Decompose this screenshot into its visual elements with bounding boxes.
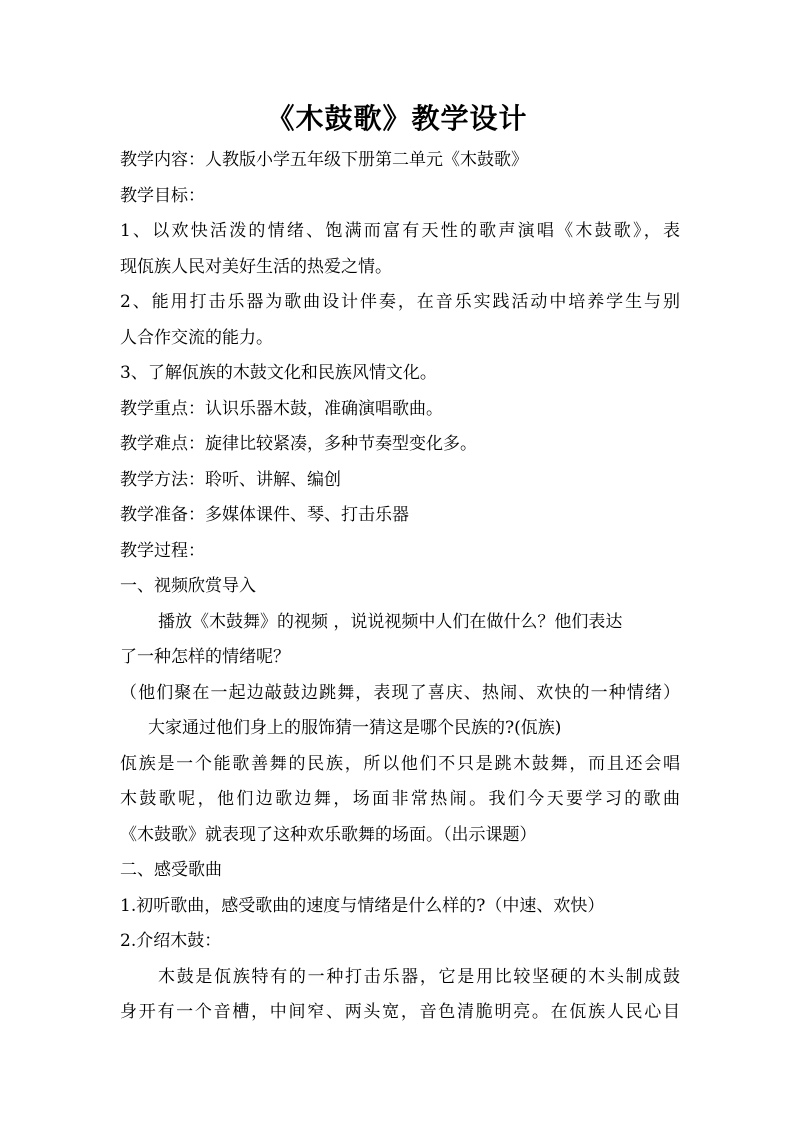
mugu-description-line-2: 身开有一个音槽，中间窄、两头宽，音色清脆明亮。在佤族人民心目 — [120, 1002, 680, 1022]
teaching-content-line: 教学内容：人教版小学五年级下册第二单元《木鼓歌》 — [120, 150, 528, 170]
section-2-heading: 二、感受歌曲 — [120, 860, 222, 880]
goal-2-line-2: 人合作交流的能力。 — [120, 328, 273, 348]
listening-task-line: 1.初听歌曲，感受歌曲的速度与情绪是什么样的?（中速、欢快） — [120, 896, 605, 916]
teaching-key-point-line: 教学重点：认识乐器木鼓，准确演唱歌曲。 — [120, 399, 443, 419]
teaching-difficulty-line: 教学难点：旋律比较紧凑，多种节奏型变化多。 — [120, 434, 477, 454]
wa-paragraph-line-2: 木鼓歌呢，他们边歌边舞，场面非常热闹。我们今天要学习的歌曲 — [120, 789, 680, 809]
goal-1-line-1: 1、以欢快活泼的情绪、饱满而富有天性的歌声演唱《木鼓歌》，表 — [120, 221, 680, 241]
question-ethnic-line: 大家通过他们身上的服饰猜一猜这是哪个民族的?(佤族) — [148, 718, 562, 738]
mugu-description-line-1: 木鼓是佤族特有的一种打击乐器，它是用比较坚硬的木头制成鼓 — [158, 967, 680, 987]
goal-2-line-1: 2、能用打击乐器为歌曲设计伴奏，在音乐实践活动中培养学生与别 — [120, 292, 680, 312]
teaching-preparation-line: 教学准备：多媒体课件、琴、打击乐器 — [120, 505, 409, 525]
document-title: 《木鼓歌》教学设计 — [266, 102, 528, 135]
teaching-goals-heading: 教学目标： — [120, 186, 205, 206]
goal-1-line-2: 现佤族人民对美好生活的热爱之情。 — [120, 257, 392, 277]
paragraph-video-line-2: 了一种怎样的情绪呢？ — [120, 647, 290, 667]
teaching-process-heading: 教学过程： — [120, 541, 205, 561]
wa-paragraph-line-1: 佤族是一个能歌善舞的民族，所以他们不只是跳木鼓舞，而且还会唱 — [120, 754, 680, 774]
paragraph-video-line-1: 播放《木鼓舞》的视频 ，说说视频中人们在做什么？他们表达 — [158, 612, 623, 632]
teaching-method-line: 教学方法：聆听、讲解、编创 — [120, 470, 341, 490]
introduce-mugu-line: 2.介绍木鼓： — [120, 931, 222, 951]
goal-3-line: 3、了解佤族的木鼓文化和民族风情文化。 — [120, 363, 437, 383]
answer-emotion-line: （他们聚在一起边敲鼓边跳舞，表现了喜庆、热闹、欢快的一种情绪） — [120, 683, 680, 703]
wa-paragraph-line-3: 《木鼓歌》就表现了这种欢乐歌舞的场面。（出示课题） — [120, 825, 537, 845]
section-1-heading: 一、视频欣赏导入 — [120, 576, 256, 596]
